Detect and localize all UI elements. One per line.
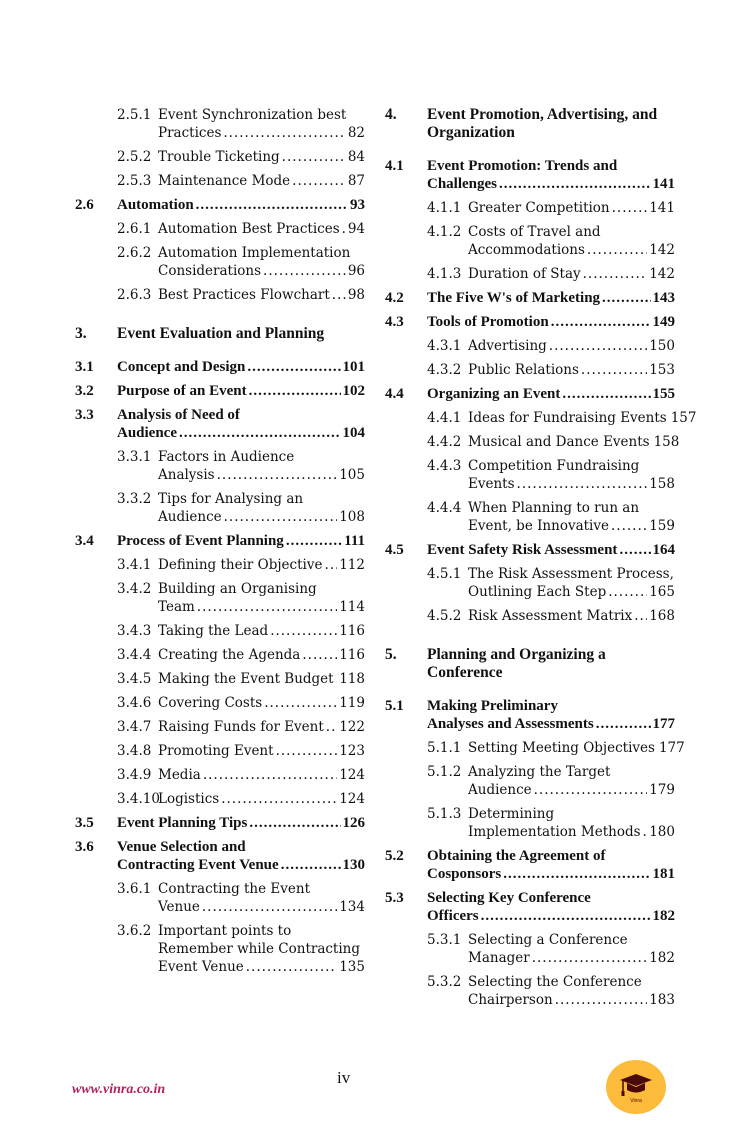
page-reference: 93 <box>350 197 365 213</box>
toc-entry[interactable] <box>117 742 365 760</box>
section-title: Analyses and Assessments <box>427 716 594 732</box>
dot-leader <box>197 598 337 616</box>
dot-leader <box>286 532 342 550</box>
toc-entry[interactable] <box>427 931 675 967</box>
page-reference: 123 <box>339 743 365 759</box>
page-reference: 82 <box>347 125 365 141</box>
page-reference: 141 <box>649 200 675 216</box>
page-reference: 165 <box>649 584 675 600</box>
dot-leader <box>264 694 337 712</box>
section-title: Ideas for Fundraising Events <box>468 410 667 426</box>
section-number: 3.1 <box>75 359 94 375</box>
page-reference: 150 <box>649 338 675 354</box>
section-title: Challenges <box>427 176 498 192</box>
section-number: 5.3.1 <box>427 932 462 948</box>
toc-entry[interactable] <box>427 361 675 379</box>
page-reference: 98 <box>347 287 365 303</box>
section-number: 2.6.1 <box>117 221 152 237</box>
section-title: Musical and Dance Events <box>468 434 650 450</box>
toc-entry[interactable] <box>75 814 365 832</box>
section-number: 4.1.3 <box>427 266 462 282</box>
page-reference: 105 <box>339 467 365 483</box>
dot-leader <box>608 583 647 601</box>
section-title: Concept and Design <box>117 359 246 375</box>
section-number: 4.5.1 <box>427 566 462 582</box>
section-title: Event Synchronization best <box>158 107 347 123</box>
section-title: Duration of Stay <box>468 266 581 282</box>
toc-entry[interactable] <box>117 448 365 484</box>
section-number: 3.4.5 <box>117 671 152 687</box>
dot-leader <box>634 607 647 625</box>
page-reference: 177 <box>652 716 675 732</box>
section-title: Costs of Travel and <box>468 224 601 240</box>
dot-leader <box>619 541 650 559</box>
page-reference: 112 <box>339 557 365 573</box>
section-title: Venue <box>158 899 200 915</box>
dot-leader <box>611 517 647 535</box>
toc-entry[interactable] <box>385 106 675 142</box>
section-number: 3.4.3 <box>117 623 152 639</box>
graduation-cap-icon <box>618 1070 654 1104</box>
dot-leader <box>326 718 337 736</box>
page-reference: 130 <box>342 857 365 873</box>
toc-entry[interactable] <box>385 889 675 925</box>
section-number: 3.5 <box>75 815 94 831</box>
dot-leader <box>551 313 651 331</box>
page-reference: 114 <box>339 599 365 615</box>
section-title: Selecting the Conference <box>468 974 642 990</box>
page-reference: 142 <box>649 242 675 258</box>
toc-entry[interactable] <box>117 580 365 616</box>
page-reference: 94 <box>347 221 365 237</box>
section-title: Conference <box>427 664 503 681</box>
page-reference: 180 <box>649 824 675 840</box>
section-number: 3.3.2 <box>117 491 152 507</box>
toc-entry[interactable] <box>117 766 365 784</box>
section-title: The Risk Assessment Process, <box>468 566 674 582</box>
section-number: 4.2 <box>385 290 404 306</box>
dot-leader <box>302 646 337 664</box>
section-title: Contracting the Event <box>158 881 311 897</box>
page-reference: 124 <box>339 791 365 807</box>
toc-entry[interactable] <box>117 148 365 166</box>
section-title: Maintenance Mode <box>158 173 291 189</box>
toc-entry[interactable] <box>385 289 675 307</box>
section-title: Risk Assessment Matrix <box>468 608 633 624</box>
section-title: Purpose of an Event <box>117 383 247 399</box>
dot-leader <box>602 289 650 307</box>
dot-leader <box>203 766 337 784</box>
toc-entry[interactable] <box>75 325 365 343</box>
toc-entry[interactable] <box>117 790 365 808</box>
section-number: 4.3.1 <box>427 338 462 354</box>
section-number: 3.6.1 <box>117 881 152 897</box>
section-title: Organization <box>427 124 515 141</box>
toc-entry[interactable] <box>427 565 675 601</box>
section-title: Remember while Contracting <box>158 941 361 957</box>
dot-leader <box>224 508 338 526</box>
toc-entry[interactable] <box>75 196 365 214</box>
page-reference: 104 <box>342 425 365 441</box>
section-number: 3.6 <box>75 839 94 855</box>
dot-leader <box>481 907 651 925</box>
toc-entry[interactable] <box>117 646 365 664</box>
section-number: 2.5.3 <box>117 173 152 189</box>
page-reference: 168 <box>649 608 675 624</box>
website-link[interactable]: www.vinra.co.in <box>72 1082 166 1097</box>
toc-entry[interactable] <box>117 244 365 280</box>
section-title: Team <box>158 599 195 615</box>
section-number: 5.2 <box>385 848 404 864</box>
page-reference: 141 <box>652 176 675 192</box>
section-number: 4.3.2 <box>427 362 462 378</box>
toc-entry[interactable] <box>117 106 365 142</box>
dot-leader <box>282 148 346 166</box>
dot-leader <box>583 265 648 283</box>
page-reference: 179 <box>649 782 675 798</box>
toc-entry[interactable] <box>385 646 675 682</box>
dot-leader <box>249 382 341 400</box>
section-number: 2.5.1 <box>117 107 152 123</box>
section-number: 4.4.4 <box>427 500 462 516</box>
section-number: 4.4.2 <box>427 434 462 450</box>
section-title: Creating the Agenda <box>158 647 301 663</box>
section-title: Chairperson <box>468 992 553 1008</box>
toc-entry[interactable] <box>75 838 365 874</box>
toc-entry[interactable] <box>117 622 365 640</box>
toc-entry[interactable] <box>427 223 675 259</box>
page-reference: 143 <box>652 290 675 306</box>
section-title: Best Practices Flowchart <box>158 287 330 303</box>
section-title: Analysis <box>158 467 215 483</box>
section-number: 2.6.3 <box>117 287 152 303</box>
dot-leader <box>503 865 650 883</box>
section-number: 4.5 <box>385 542 404 558</box>
dot-leader <box>281 856 341 874</box>
dot-leader <box>596 715 651 733</box>
dot-leader <box>223 124 345 142</box>
dot-leader <box>612 199 648 217</box>
section-title: Automation <box>117 197 194 213</box>
section-title: Organizing an Event <box>427 386 561 402</box>
page-reference: 182 <box>649 950 675 966</box>
section-title: Contracting Event Venue <box>117 857 279 873</box>
page-reference: 177 <box>658 740 685 756</box>
dot-leader <box>202 898 337 916</box>
section-title: Defining their Objective <box>158 557 323 573</box>
page-reference: 116 <box>339 623 365 639</box>
section-title: Factors in Audience <box>158 449 295 465</box>
dot-leader <box>249 814 340 832</box>
section-title: Event, be Innovative <box>468 518 609 534</box>
section-title: Analyzing the Target <box>468 764 611 780</box>
section-title: Event Promotion, Advertising, and <box>427 106 658 123</box>
toc-entry[interactable] <box>117 922 365 976</box>
section-title: Event Promotion: Trends and <box>427 158 618 174</box>
page-reference: 157 <box>670 410 697 426</box>
section-title: Promoting Event <box>158 743 274 759</box>
section-title: Audience <box>158 509 222 525</box>
section-title: Considerations <box>158 263 262 279</box>
toc-entry[interactable] <box>75 382 365 400</box>
section-title: Audience <box>468 782 532 798</box>
section-title: Making Preliminary <box>427 698 558 714</box>
section-title: Officers <box>427 908 479 924</box>
section-title: Greater Competition <box>468 200 610 216</box>
dot-leader <box>263 262 346 280</box>
toc-entry[interactable] <box>385 697 675 733</box>
section-title: Competition Fundraising <box>468 458 640 474</box>
section-title: Media <box>158 767 201 783</box>
section-number: 4.5.2 <box>427 608 462 624</box>
page-reference: 183 <box>649 992 675 1008</box>
dot-leader <box>292 172 346 190</box>
section-title: Venue Selection and <box>117 839 246 855</box>
section-number: 5.1.3 <box>427 806 462 822</box>
toc-entry[interactable] <box>385 385 675 403</box>
dot-leader <box>562 385 650 403</box>
section-number: 5.3.2 <box>427 974 462 990</box>
toc-entry[interactable] <box>427 199 675 217</box>
page-number: iv <box>337 1068 351 1087</box>
section-title: Tips for Analysing an <box>158 491 304 507</box>
toc-entry[interactable] <box>117 880 365 916</box>
section-number: 2.6.2 <box>117 245 152 261</box>
section-number: 4.4.1 <box>427 410 462 426</box>
dot-leader <box>555 991 648 1009</box>
toc-entry[interactable] <box>117 556 365 574</box>
page-reference: 181 <box>652 866 675 882</box>
page-reference: 158 <box>653 434 680 450</box>
section-title: Event Planning Tips <box>117 815 248 831</box>
dot-leader <box>342 220 346 238</box>
section-title: Logistics <box>158 791 220 807</box>
page-reference: 96 <box>347 263 365 279</box>
section-title: Trouble Ticketing <box>158 149 280 165</box>
dot-leader <box>247 358 340 376</box>
section-title: Outlining Each Step <box>468 584 607 600</box>
section-title: Selecting Key Conference <box>427 890 591 906</box>
section-title: Raising Funds for Event <box>158 719 324 735</box>
dot-leader <box>587 241 647 259</box>
toc-entry[interactable] <box>117 172 365 190</box>
section-number: 2.5.2 <box>117 149 152 165</box>
section-number: 3. <box>75 325 87 342</box>
toc-entry[interactable] <box>385 541 675 559</box>
page-reference: 182 <box>652 908 675 924</box>
toc-entry[interactable] <box>427 499 675 535</box>
section-title: Important points to <box>158 923 292 939</box>
section-title: Taking the Lead <box>158 623 269 639</box>
section-number: 5. <box>385 646 397 663</box>
dot-leader <box>532 949 648 967</box>
toc-entry[interactable] <box>427 973 675 1009</box>
section-number: 3.4 <box>75 533 94 549</box>
section-title: The Five W's of Marketing <box>427 290 601 306</box>
page-reference: 116 <box>339 647 365 663</box>
section-title: Event Evaluation and Planning <box>117 325 325 342</box>
section-number: 3.4.10 <box>117 791 160 807</box>
section-title: Public Relations <box>468 362 579 378</box>
section-title: Covering Costs <box>158 695 263 711</box>
section-number: 4.1.1 <box>427 200 462 216</box>
section-number: 3.4.7 <box>117 719 152 735</box>
section-title: Setting Meeting Objectives <box>468 740 655 756</box>
page-reference: 118 <box>339 671 365 687</box>
vinra-logo <box>606 1060 666 1114</box>
dot-leader <box>332 286 346 304</box>
section-title: Making the Event Budget <box>158 671 334 687</box>
dot-leader <box>534 781 648 799</box>
toc-entry[interactable] <box>427 763 675 799</box>
section-number: 4.4 <box>385 386 404 402</box>
dot-leader <box>581 361 647 379</box>
toc-entry[interactable] <box>427 265 675 283</box>
toc-entry[interactable] <box>75 406 365 442</box>
dot-leader <box>217 466 338 484</box>
section-title: Planning and Organizing a <box>427 646 606 663</box>
section-number: 4.1.2 <box>427 224 462 240</box>
section-number: 3.4.9 <box>117 767 152 783</box>
dot-leader <box>324 556 337 574</box>
page-reference: 108 <box>339 509 365 525</box>
dot-leader <box>276 742 338 760</box>
section-title: Selecting a Conference <box>468 932 628 948</box>
dot-leader <box>643 823 648 841</box>
section-number: 5.1.2 <box>427 764 462 780</box>
svg-text:Vinra: Vinra <box>630 1098 642 1104</box>
toc-entry[interactable] <box>117 718 365 736</box>
page-reference: 111 <box>344 533 365 549</box>
toc-entry[interactable] <box>75 358 365 376</box>
section-title: Process of Event Planning <box>117 533 284 549</box>
section-number: 4.1 <box>385 158 404 174</box>
page-reference: 102 <box>342 383 365 399</box>
section-number: 3.3 <box>75 407 94 423</box>
toc-entry[interactable] <box>427 805 675 841</box>
page-reference: 124 <box>339 767 365 783</box>
toc-entry[interactable] <box>75 532 365 550</box>
dot-leader <box>517 475 648 493</box>
toc-entry[interactable] <box>117 286 365 304</box>
section-title: Event Venue <box>158 959 244 975</box>
toc-entry[interactable] <box>427 607 675 625</box>
section-title: Events <box>468 476 515 492</box>
page-reference: 134 <box>339 899 365 915</box>
toc-entry[interactable] <box>385 157 675 193</box>
section-title: Obtaining the Agreement of <box>427 848 606 864</box>
page-reference: 119 <box>339 695 365 711</box>
dot-leader <box>336 670 338 688</box>
dot-leader <box>221 790 337 808</box>
section-title: Building an Organising <box>158 581 317 597</box>
section-number: 3.2 <box>75 383 94 399</box>
section-title: Analysis of Need of <box>117 407 240 423</box>
section-number: 3.4.8 <box>117 743 152 759</box>
dot-leader <box>270 622 337 640</box>
page-reference: 122 <box>339 719 365 735</box>
toc-entry[interactable] <box>427 739 685 757</box>
section-number: 3.4.4 <box>117 647 152 663</box>
page-reference: 87 <box>347 173 365 189</box>
section-title: Event Safety Risk Assessment <box>427 542 618 558</box>
page-reference: 153 <box>649 362 675 378</box>
section-number: 5.3 <box>385 890 404 906</box>
section-title: Tools of Promotion <box>427 314 549 330</box>
page-reference: 164 <box>652 542 675 558</box>
toc-entry[interactable] <box>385 313 675 331</box>
page-reference: 84 <box>347 149 365 165</box>
toc-entry[interactable] <box>117 694 365 712</box>
page-reference: 101 <box>342 359 365 375</box>
section-title: When Planning to run an <box>468 500 640 516</box>
section-title: Cosponsors <box>427 866 502 882</box>
page-reference: 142 <box>649 266 675 282</box>
dot-leader <box>246 958 337 976</box>
toc-entry[interactable] <box>427 337 675 355</box>
section-title: Automation Best Practices <box>158 221 340 237</box>
section-title: Advertising <box>468 338 547 354</box>
section-number: 5.1 <box>385 698 404 714</box>
section-number: 5.1.1 <box>427 740 462 756</box>
toc-entry[interactable] <box>117 490 365 526</box>
section-number: 3.4.2 <box>117 581 152 597</box>
section-number: 3.6.2 <box>117 923 152 939</box>
section-title: Implementation Methods <box>468 824 641 840</box>
dot-leader <box>179 424 341 442</box>
section-title: Practices <box>158 125 222 141</box>
toc-entry[interactable] <box>385 847 675 883</box>
dot-leader <box>549 337 647 355</box>
dot-leader <box>499 175 650 193</box>
toc-entry[interactable] <box>427 433 680 451</box>
section-number: 4.4.3 <box>427 458 462 474</box>
section-number: 3.4.6 <box>117 695 152 711</box>
section-number: 3.4.1 <box>117 557 152 573</box>
section-number: 4. <box>385 106 397 123</box>
page-reference: 159 <box>649 518 675 534</box>
section-title: Manager <box>468 950 530 966</box>
section-number: 2.6 <box>75 197 94 213</box>
page-reference: 149 <box>652 314 675 330</box>
page-reference: 126 <box>342 815 365 831</box>
page-reference: 155 <box>652 386 675 402</box>
section-title: Determining <box>468 806 555 822</box>
page-reference: 135 <box>339 959 365 975</box>
toc-entry[interactable] <box>427 457 675 493</box>
toc-entry[interactable] <box>427 409 697 427</box>
toc-entry[interactable] <box>117 220 365 238</box>
page-reference: 158 <box>649 476 675 492</box>
section-title: Automation Implementation <box>158 245 351 261</box>
section-title: Audience <box>117 425 177 441</box>
toc-entry[interactable] <box>117 670 365 688</box>
section-number: 3.3.1 <box>117 449 152 465</box>
section-number: 4.3 <box>385 314 404 330</box>
section-title: Accommodations <box>468 242 585 258</box>
dot-leader <box>196 196 348 214</box>
